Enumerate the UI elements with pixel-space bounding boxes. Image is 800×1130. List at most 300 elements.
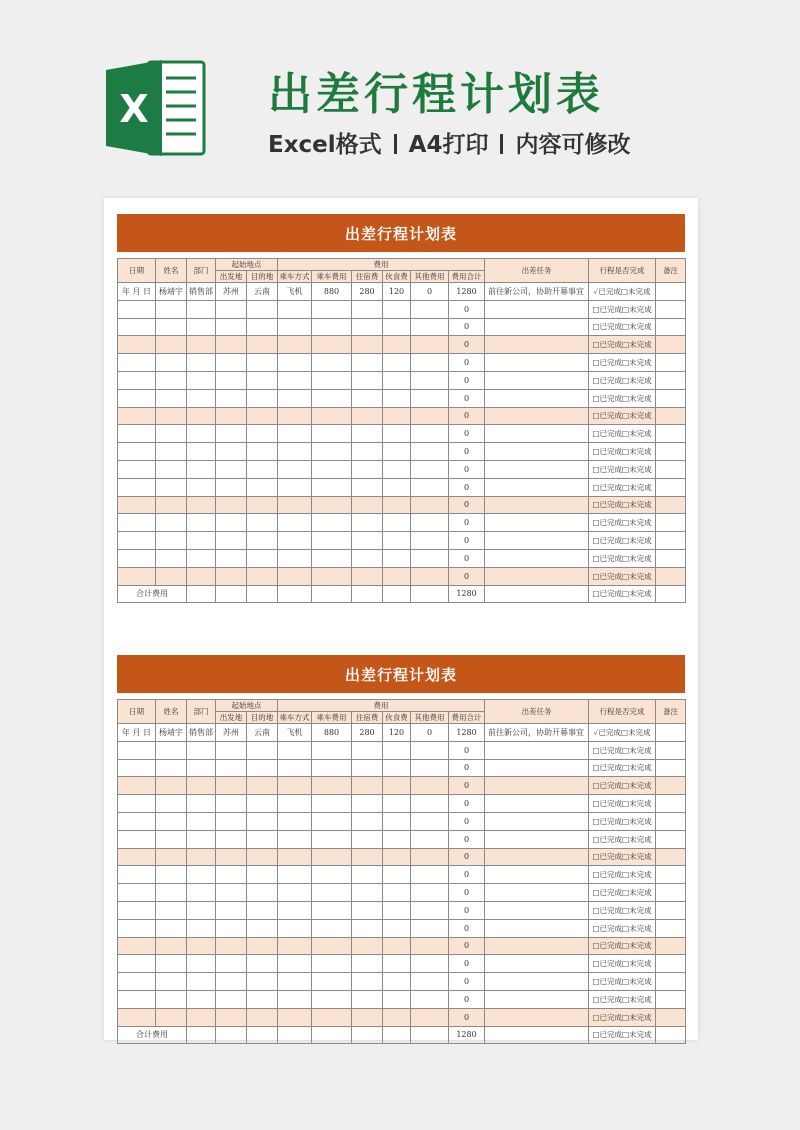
empty-cell[interactable]: [411, 901, 449, 919]
empty-cell[interactable]: [216, 496, 247, 514]
empty-cell[interactable]: [278, 354, 312, 372]
empty-cell[interactable]: [156, 496, 187, 514]
empty-cell[interactable]: [312, 1026, 352, 1044]
cell-transport[interactable]: 飞机: [278, 724, 312, 742]
empty-cell[interactable]: [187, 830, 216, 848]
empty-cell[interactable]: [411, 300, 449, 318]
empty-cell[interactable]: [278, 371, 312, 389]
empty-cell[interactable]: [352, 496, 383, 514]
empty-cell[interactable]: [118, 300, 156, 318]
cell-status[interactable]: □已完成□未完成: [589, 830, 656, 848]
empty-cell[interactable]: [247, 514, 278, 532]
empty-cell[interactable]: [118, 407, 156, 425]
cell-meals[interactable]: 120: [383, 724, 411, 742]
empty-cell[interactable]: [118, 371, 156, 389]
empty-cell[interactable]: [278, 759, 312, 777]
cell-status[interactable]: □已完成□未完成: [589, 567, 656, 585]
empty-cell[interactable]: [187, 585, 216, 603]
empty-cell[interactable]: [411, 425, 449, 443]
empty-cell[interactable]: [383, 937, 411, 955]
empty-cell[interactable]: [216, 300, 247, 318]
empty-cell[interactable]: [247, 848, 278, 866]
empty-cell[interactable]: [352, 443, 383, 461]
cell-status[interactable]: □已完成□未完成: [589, 425, 656, 443]
empty-cell[interactable]: [156, 955, 187, 973]
empty-cell[interactable]: [216, 741, 247, 759]
empty-cell[interactable]: [156, 514, 187, 532]
cell-status[interactable]: □已完成□未完成: [589, 973, 656, 991]
empty-cell[interactable]: [312, 496, 352, 514]
empty-cell[interactable]: [247, 795, 278, 813]
empty-cell[interactable]: [352, 336, 383, 354]
cell-task[interactable]: [485, 407, 589, 425]
empty-cell[interactable]: [247, 318, 278, 336]
empty-cell[interactable]: [216, 901, 247, 919]
empty-cell[interactable]: [411, 1026, 449, 1044]
empty-cell[interactable]: [411, 759, 449, 777]
empty-cell[interactable]: [411, 990, 449, 1008]
empty-cell[interactable]: [411, 919, 449, 937]
empty-cell[interactable]: [156, 567, 187, 585]
cell-task[interactable]: [485, 937, 589, 955]
cell-total[interactable]: 0: [449, 460, 485, 478]
empty-cell[interactable]: [411, 585, 449, 603]
empty-cell[interactable]: [187, 777, 216, 795]
empty-cell[interactable]: [312, 990, 352, 1008]
empty-cell[interactable]: [156, 795, 187, 813]
empty-cell[interactable]: [278, 866, 312, 884]
empty-cell[interactable]: [312, 318, 352, 336]
cell-total[interactable]: 0: [449, 848, 485, 866]
empty-cell[interactable]: [118, 496, 156, 514]
cell-notes[interactable]: [656, 812, 686, 830]
cell-task[interactable]: [485, 848, 589, 866]
empty-cell[interactable]: [156, 532, 187, 550]
empty-cell[interactable]: [383, 812, 411, 830]
empty-cell[interactable]: [187, 759, 216, 777]
cell-other[interactable]: 0: [411, 724, 449, 742]
empty-cell[interactable]: [312, 354, 352, 372]
cell-status[interactable]: □已完成□未完成: [589, 866, 656, 884]
cell-total[interactable]: 0: [449, 812, 485, 830]
empty-cell[interactable]: [278, 1026, 312, 1044]
empty-cell[interactable]: [187, 478, 216, 496]
empty-cell[interactable]: [118, 759, 156, 777]
empty-cell[interactable]: [411, 812, 449, 830]
empty-cell[interactable]: [216, 585, 247, 603]
empty-cell[interactable]: [383, 884, 411, 902]
empty-cell[interactable]: [278, 407, 312, 425]
empty-cell[interactable]: [187, 955, 216, 973]
empty-cell[interactable]: [411, 407, 449, 425]
empty-cell[interactable]: [187, 318, 216, 336]
cell-notes[interactable]: [656, 567, 686, 585]
empty-cell[interactable]: [352, 532, 383, 550]
cell-task[interactable]: [485, 901, 589, 919]
cell-total[interactable]: 0: [449, 389, 485, 407]
empty-cell[interactable]: [156, 830, 187, 848]
empty-cell[interactable]: [383, 1026, 411, 1044]
empty-cell[interactable]: [312, 973, 352, 991]
cell-task[interactable]: [485, 759, 589, 777]
cell-task[interactable]: [485, 919, 589, 937]
cell-task[interactable]: [485, 318, 589, 336]
cell-task[interactable]: 前往新公司，协助开幕事宜: [485, 724, 589, 742]
empty-cell[interactable]: [383, 955, 411, 973]
empty-cell[interactable]: [383, 759, 411, 777]
empty-cell[interactable]: [247, 919, 278, 937]
empty-cell[interactable]: [247, 901, 278, 919]
empty-cell[interactable]: [247, 973, 278, 991]
empty-cell[interactable]: [247, 549, 278, 567]
cell-notes[interactable]: [656, 283, 686, 301]
cell-status[interactable]: □已完成□未完成: [589, 514, 656, 532]
empty-cell[interactable]: [411, 336, 449, 354]
cell-depart[interactable]: 苏州: [216, 283, 247, 301]
empty-cell[interactable]: [383, 354, 411, 372]
empty-cell[interactable]: [247, 937, 278, 955]
cell-total[interactable]: 0: [449, 549, 485, 567]
empty-cell[interactable]: [118, 460, 156, 478]
cell-total[interactable]: 0: [449, 336, 485, 354]
empty-cell[interactable]: [312, 777, 352, 795]
empty-cell[interactable]: [216, 336, 247, 354]
cell-total[interactable]: 0: [449, 901, 485, 919]
empty-cell[interactable]: [156, 478, 187, 496]
empty-cell[interactable]: [187, 567, 216, 585]
empty-cell[interactable]: [118, 973, 156, 991]
empty-cell[interactable]: [411, 478, 449, 496]
empty-cell[interactable]: [216, 812, 247, 830]
empty-cell[interactable]: [411, 848, 449, 866]
cell-status[interactable]: □已完成□未完成: [589, 318, 656, 336]
cell-task[interactable]: [485, 336, 589, 354]
empty-cell[interactable]: [156, 549, 187, 567]
empty-cell[interactable]: [278, 425, 312, 443]
empty-cell[interactable]: [352, 567, 383, 585]
empty-cell[interactable]: [352, 741, 383, 759]
empty-cell[interactable]: [118, 443, 156, 461]
empty-cell[interactable]: [278, 990, 312, 1008]
empty-cell[interactable]: [312, 389, 352, 407]
cell-status[interactable]: ✓已完成□未完成: [589, 724, 656, 742]
cell-status[interactable]: □已完成□未完成: [589, 496, 656, 514]
empty-cell[interactable]: [383, 830, 411, 848]
cell-notes[interactable]: [656, 354, 686, 372]
empty-cell[interactable]: [156, 866, 187, 884]
empty-cell[interactable]: [278, 300, 312, 318]
empty-cell[interactable]: [411, 567, 449, 585]
empty-cell[interactable]: [312, 955, 352, 973]
empty-cell[interactable]: [156, 973, 187, 991]
empty-cell[interactable]: [383, 901, 411, 919]
cell-total[interactable]: 0: [449, 532, 485, 550]
empty-cell[interactable]: [411, 371, 449, 389]
empty-cell[interactable]: [247, 371, 278, 389]
empty-cell[interactable]: [312, 532, 352, 550]
empty-cell[interactable]: [187, 973, 216, 991]
empty-cell[interactable]: [312, 371, 352, 389]
empty-cell[interactable]: [352, 919, 383, 937]
cell-notes[interactable]: [656, 759, 686, 777]
empty-cell[interactable]: [156, 777, 187, 795]
empty-cell[interactable]: [118, 848, 156, 866]
empty-cell[interactable]: [187, 443, 216, 461]
empty-cell[interactable]: [216, 973, 247, 991]
empty-cell[interactable]: [247, 460, 278, 478]
cell-notes[interactable]: [656, 955, 686, 973]
cell-task[interactable]: [485, 1008, 589, 1026]
cell-depart[interactable]: 苏州: [216, 724, 247, 742]
empty-cell[interactable]: [118, 919, 156, 937]
empty-cell[interactable]: [383, 425, 411, 443]
empty-cell[interactable]: [187, 336, 216, 354]
cell-total[interactable]: 0: [449, 354, 485, 372]
empty-cell[interactable]: [278, 549, 312, 567]
cell-task[interactable]: [485, 955, 589, 973]
empty-cell[interactable]: [278, 496, 312, 514]
empty-cell[interactable]: [216, 567, 247, 585]
empty-cell[interactable]: [247, 336, 278, 354]
empty-cell[interactable]: [278, 443, 312, 461]
empty-cell[interactable]: [156, 901, 187, 919]
cell-notes[interactable]: [656, 496, 686, 514]
empty-cell[interactable]: [383, 478, 411, 496]
empty-cell[interactable]: [118, 318, 156, 336]
cell-task[interactable]: [485, 812, 589, 830]
empty-cell[interactable]: [411, 741, 449, 759]
cell-total[interactable]: 0: [449, 777, 485, 795]
cell-total[interactable]: 0: [449, 443, 485, 461]
empty-cell[interactable]: [383, 866, 411, 884]
empty-cell[interactable]: [118, 884, 156, 902]
empty-cell[interactable]: [118, 830, 156, 848]
cell-status[interactable]: □已完成□未完成: [589, 919, 656, 937]
empty-cell[interactable]: [383, 741, 411, 759]
empty-cell[interactable]: [352, 795, 383, 813]
empty-cell[interactable]: [247, 300, 278, 318]
cell-total[interactable]: 0: [449, 759, 485, 777]
cell-status[interactable]: □已完成□未完成: [589, 1008, 656, 1026]
cell-status[interactable]: □已完成□未完成: [589, 937, 656, 955]
empty-cell[interactable]: [411, 1008, 449, 1026]
cell-total[interactable]: 0: [449, 407, 485, 425]
empty-cell[interactable]: [156, 336, 187, 354]
empty-cell[interactable]: [411, 354, 449, 372]
empty-cell[interactable]: [247, 532, 278, 550]
cell-total[interactable]: 0: [449, 795, 485, 813]
empty-cell[interactable]: [156, 759, 187, 777]
empty-cell[interactable]: [118, 777, 156, 795]
empty-cell[interactable]: [187, 1026, 216, 1044]
cell-notes[interactable]: [656, 443, 686, 461]
empty-cell[interactable]: [312, 549, 352, 567]
cell-notes[interactable]: [656, 901, 686, 919]
empty-cell[interactable]: [312, 937, 352, 955]
empty-cell[interactable]: [187, 848, 216, 866]
cell-status[interactable]: □已完成□未完成: [589, 443, 656, 461]
empty-cell[interactable]: [118, 812, 156, 830]
empty-cell[interactable]: [156, 443, 187, 461]
empty-cell[interactable]: [312, 812, 352, 830]
cell-status[interactable]: □已完成□未完成: [589, 777, 656, 795]
cell-dept[interactable]: 销售部: [187, 724, 216, 742]
empty-cell[interactable]: [156, 990, 187, 1008]
empty-cell[interactable]: [187, 919, 216, 937]
cell-task[interactable]: [485, 425, 589, 443]
empty-cell[interactable]: [352, 549, 383, 567]
empty-cell[interactable]: [216, 759, 247, 777]
empty-cell[interactable]: [278, 389, 312, 407]
cell-task[interactable]: [485, 990, 589, 1008]
empty-cell[interactable]: [216, 937, 247, 955]
empty-cell[interactable]: [118, 901, 156, 919]
cell-notes[interactable]: [656, 389, 686, 407]
cell-total[interactable]: 0: [449, 919, 485, 937]
empty-cell[interactable]: [411, 532, 449, 550]
cell-notes[interactable]: [656, 1008, 686, 1026]
cell-notes[interactable]: [656, 830, 686, 848]
empty-cell[interactable]: [247, 443, 278, 461]
empty-cell[interactable]: [156, 1008, 187, 1026]
empty-cell[interactable]: [216, 532, 247, 550]
empty-cell[interactable]: [156, 741, 187, 759]
empty-cell[interactable]: [278, 812, 312, 830]
cell-task[interactable]: [485, 549, 589, 567]
empty-cell[interactable]: [118, 955, 156, 973]
empty-cell[interactable]: [216, 866, 247, 884]
empty-cell[interactable]: [278, 478, 312, 496]
empty-cell[interactable]: [247, 741, 278, 759]
cell-lodging[interactable]: 280: [352, 283, 383, 301]
cell-status[interactable]: □已完成□未完成: [589, 354, 656, 372]
empty-cell[interactable]: [247, 407, 278, 425]
empty-cell[interactable]: [383, 848, 411, 866]
empty-cell[interactable]: [411, 777, 449, 795]
empty-cell[interactable]: [352, 812, 383, 830]
empty-cell[interactable]: [278, 460, 312, 478]
cell-status[interactable]: □已完成□未完成: [589, 955, 656, 973]
cell-name[interactable]: 杨靖宇: [156, 283, 187, 301]
empty-cell[interactable]: [352, 300, 383, 318]
empty-cell[interactable]: [352, 937, 383, 955]
empty-cell[interactable]: [352, 354, 383, 372]
empty-cell[interactable]: [187, 812, 216, 830]
empty-cell[interactable]: [118, 1008, 156, 1026]
empty-cell[interactable]: [118, 514, 156, 532]
cell-total[interactable]: 0: [449, 990, 485, 1008]
empty-cell[interactable]: [118, 795, 156, 813]
empty-cell[interactable]: [278, 777, 312, 795]
empty-cell[interactable]: [187, 514, 216, 532]
empty-cell[interactable]: [247, 759, 278, 777]
empty-cell[interactable]: [247, 955, 278, 973]
empty-cell[interactable]: [156, 354, 187, 372]
empty-cell[interactable]: [216, 884, 247, 902]
empty-cell[interactable]: [312, 425, 352, 443]
empty-cell[interactable]: [352, 990, 383, 1008]
empty-cell[interactable]: [312, 741, 352, 759]
empty-cell[interactable]: [383, 973, 411, 991]
empty-cell[interactable]: [118, 389, 156, 407]
empty-cell[interactable]: [312, 884, 352, 902]
empty-cell[interactable]: [383, 371, 411, 389]
empty-cell[interactable]: [411, 973, 449, 991]
cell-total[interactable]: 0: [449, 300, 485, 318]
cell-total[interactable]: 0: [449, 955, 485, 973]
empty-cell[interactable]: [187, 371, 216, 389]
empty-cell[interactable]: [278, 830, 312, 848]
cell-task[interactable]: [485, 514, 589, 532]
empty-cell[interactable]: [411, 549, 449, 567]
empty-cell[interactable]: [383, 919, 411, 937]
cell-status[interactable]: □已完成□未完成: [589, 389, 656, 407]
empty-cell[interactable]: [156, 407, 187, 425]
empty-cell[interactable]: [312, 848, 352, 866]
empty-cell[interactable]: [411, 460, 449, 478]
empty-cell[interactable]: [156, 848, 187, 866]
empty-cell[interactable]: [278, 937, 312, 955]
empty-cell[interactable]: [352, 460, 383, 478]
empty-cell[interactable]: [411, 389, 449, 407]
empty-cell[interactable]: [278, 955, 312, 973]
empty-cell[interactable]: [247, 812, 278, 830]
empty-cell[interactable]: [383, 567, 411, 585]
cell-status[interactable]: □已完成□未完成: [589, 990, 656, 1008]
cell-total[interactable]: 1280: [449, 283, 485, 301]
empty-cell[interactable]: [216, 425, 247, 443]
cell-notes[interactable]: [656, 549, 686, 567]
empty-cell[interactable]: [247, 1026, 278, 1044]
empty-cell[interactable]: [312, 830, 352, 848]
empty-cell[interactable]: [247, 354, 278, 372]
empty-cell[interactable]: [383, 990, 411, 1008]
cell-task[interactable]: [485, 389, 589, 407]
cell-total[interactable]: 0: [449, 478, 485, 496]
empty-cell[interactable]: [118, 478, 156, 496]
empty-cell[interactable]: [216, 777, 247, 795]
cell-task[interactable]: [485, 354, 589, 372]
empty-cell[interactable]: [352, 585, 383, 603]
empty-cell[interactable]: [278, 973, 312, 991]
empty-cell[interactable]: [278, 795, 312, 813]
empty-cell[interactable]: [216, 795, 247, 813]
empty-cell[interactable]: [411, 795, 449, 813]
empty-cell[interactable]: [118, 532, 156, 550]
cell-date[interactable]: 年 月 日: [118, 724, 156, 742]
empty-cell[interactable]: [216, 407, 247, 425]
empty-cell[interactable]: [187, 425, 216, 443]
cell-total[interactable]: 0: [449, 884, 485, 902]
empty-cell[interactable]: [383, 549, 411, 567]
empty-cell[interactable]: [216, 549, 247, 567]
cell-notes[interactable]: [656, 741, 686, 759]
empty-cell[interactable]: [156, 300, 187, 318]
empty-cell[interactable]: [352, 777, 383, 795]
empty-cell[interactable]: [352, 866, 383, 884]
empty-cell[interactable]: [383, 389, 411, 407]
cell-notes[interactable]: [656, 532, 686, 550]
cell-task[interactable]: [485, 795, 589, 813]
empty-cell[interactable]: [278, 514, 312, 532]
cell-notes[interactable]: [656, 478, 686, 496]
cell-notes[interactable]: [656, 919, 686, 937]
cell-status[interactable]: □已完成□未完成: [589, 371, 656, 389]
cell-task[interactable]: [485, 460, 589, 478]
cell-notes[interactable]: [656, 866, 686, 884]
cell-notes[interactable]: [656, 585, 686, 603]
empty-cell[interactable]: [187, 990, 216, 1008]
